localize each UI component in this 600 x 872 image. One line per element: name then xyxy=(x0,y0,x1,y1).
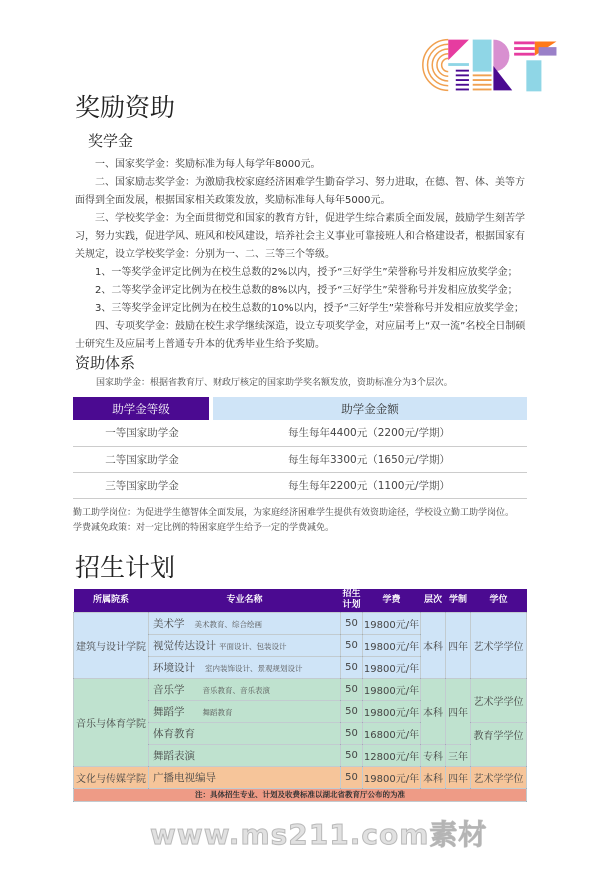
column-header: 学制 xyxy=(446,589,471,612)
aid-level: 二等国家助学金 xyxy=(73,446,211,472)
paragraph: 一、国家奖学金：奖励标准为每人每学年8000元。 xyxy=(95,159,321,170)
major xyxy=(149,744,341,766)
enrollment-table xyxy=(73,589,527,802)
column-header xyxy=(341,589,363,612)
column-header: 专业名称 xyxy=(149,589,341,612)
fee: 19800元/年 xyxy=(363,634,421,656)
major-name: 视觉传达设计 xyxy=(153,639,216,652)
fee: 19800元/年 xyxy=(363,612,421,634)
major-name: 美术学 xyxy=(153,617,185,630)
major-direction: 美术教育、综合绘画 xyxy=(194,619,262,629)
degree: 艺术学学位 xyxy=(471,678,527,722)
table-row xyxy=(74,678,527,700)
fee: 19800元/年 xyxy=(363,766,421,788)
major-direction: 平面设计、包装设计 xyxy=(219,641,287,651)
college: 文化与传媒学院 xyxy=(74,766,149,788)
plan: 50 xyxy=(341,744,363,766)
enrollment-title: 招生计划 xyxy=(75,553,176,582)
major xyxy=(149,722,341,744)
aid-intro: 国家助学金：根据省教育厅、财政厅核定的国家助学奖名额发放，资助标准分为3个层次。 xyxy=(96,378,453,388)
header-line: 计划 xyxy=(342,600,361,611)
degree: 艺术学学位 xyxy=(471,612,527,678)
table-row xyxy=(73,420,527,446)
degree: 教育学学位 xyxy=(471,722,527,766)
plan: 50 xyxy=(341,766,363,788)
college: 建筑与设计学院 xyxy=(74,612,149,678)
degree: 艺术学学位 xyxy=(471,766,527,788)
major xyxy=(149,700,341,722)
major-direction: 舞蹈教育 xyxy=(202,707,233,717)
paragraph: 2、二等奖学金评定比例为在校生总数的8%以内，授予“三好学生”荣誉称号并发相应放奖学金； xyxy=(95,285,518,296)
fee: 19800元/年 xyxy=(363,700,421,722)
paragraph: 3、三等奖学金评定比例为在校生总数的10%以内，授予“三好学生”荣誉称号并发相应放奖学金； xyxy=(95,303,524,314)
plan: 50 xyxy=(341,656,363,678)
major xyxy=(149,766,341,788)
major-name: 音乐学 xyxy=(153,683,185,696)
table-row xyxy=(74,612,527,634)
fee: 12800元/年 xyxy=(363,744,421,766)
awards-title: 奖励资助 xyxy=(75,93,176,122)
level: 本科 xyxy=(421,678,446,744)
table-row xyxy=(73,446,527,472)
major-direction: 室内装饰设计、景观规划设计 xyxy=(205,663,303,673)
fee: 16800元/年 xyxy=(363,722,421,744)
table-header xyxy=(74,589,527,612)
aid-amount: 每生每年4400元（2200元/学期） xyxy=(211,420,527,446)
aid-table xyxy=(73,397,527,499)
level: 本科 xyxy=(421,612,446,678)
scholarship-text xyxy=(75,156,530,354)
aid-amount: 每生每年2200元（1100元/学期） xyxy=(211,472,527,498)
column-header: 所属院系 xyxy=(74,589,149,612)
major-name: 体育教育 xyxy=(153,727,195,740)
plan: 50 xyxy=(341,678,363,700)
plan: 50 xyxy=(341,612,363,634)
header-line: 招生 xyxy=(342,589,361,600)
column-header: 学费 xyxy=(363,589,421,612)
plan: 50 xyxy=(341,700,363,722)
aid-amount: 每生每年3300元（1650元/学期） xyxy=(211,446,527,472)
duration: 四年 xyxy=(446,766,471,788)
column-header: 层次 xyxy=(421,589,446,612)
aid-level: 三等国家助学金 xyxy=(73,472,211,498)
paragraph: 三、学校奖学金：为全面贯彻党和国家的教育方针，促进学生综合素质全面发展，鼓励学生刻苦学习，努力实践，促进学风、班风和校风建设，培养社会主义事业可靠接班人和合格建设者，根据国家有关规定，设立学校奖学金：分别为一、二、三等三个等级。 xyxy=(75,213,525,260)
watermark: www.ms211.com素材 xyxy=(150,818,488,851)
major-direction: 音乐教育、音乐表演 xyxy=(202,685,270,695)
major xyxy=(149,678,341,700)
column-header: 助学金等级 xyxy=(73,397,211,420)
major-name: 舞蹈学 xyxy=(153,705,185,718)
fee: 19800元/年 xyxy=(363,656,421,678)
scholarship-heading: 奖学金 xyxy=(88,132,134,150)
duration: 四年 xyxy=(446,678,471,744)
table-row xyxy=(74,766,527,788)
college: 音乐与体育学院 xyxy=(74,678,149,766)
grt-logo xyxy=(420,30,580,100)
duration: 三年 xyxy=(446,744,471,766)
paragraph: 四、专项奖学金：鼓励在校生求学继续深造，设立专项奖学金，对应届考上“双一流”名校全日制硕士研究生及应届考上普通专升本的优秀毕业生给予奖励。 xyxy=(75,321,526,350)
major-name: 广播电视编导 xyxy=(153,771,216,784)
major xyxy=(149,612,341,634)
paragraph: 1、一等奖学金评定比例为在校生总数的2%以内，授予“三好学生”荣誉称号并发相应放奖学金； xyxy=(95,267,518,278)
plan: 50 xyxy=(341,634,363,656)
major-name: 舞蹈表演 xyxy=(153,749,195,762)
level: 专科 xyxy=(421,744,446,766)
table-row xyxy=(73,472,527,498)
major xyxy=(149,656,341,678)
fee: 19800元/年 xyxy=(363,678,421,700)
aid-level: 一等国家助学金 xyxy=(73,420,211,446)
footnote-row xyxy=(74,788,527,801)
plan: 50 xyxy=(341,722,363,744)
work-study-text: 勤工助学岗位：为促进学生德智体全面发展，为家庭经济困难学生提供有效资助途径，学校设立勤工助学岗位。 xyxy=(73,508,515,518)
column-header: 助学金金额 xyxy=(211,397,527,420)
level: 本科 xyxy=(421,766,446,788)
duration: 四年 xyxy=(446,612,471,678)
aid-heading: 资助体系 xyxy=(75,354,136,372)
major-name: 环境设计 xyxy=(153,661,195,674)
fee-waiver-text: 学费减免政策：对一定比例的特困家庭学生给予一定的学费减免。 xyxy=(73,523,335,533)
paragraph: 二、国家励志奖学金：为激励我校家庭经济困难学生勤奋学习、努力进取，在德、智、体、美等方面得到全面发展，根据国家相关政策发放，奖励标准每人每年5000元。 xyxy=(75,177,525,206)
column-header: 学位 xyxy=(471,589,527,612)
footnote: 注：具体招生专业、计划及收费标准以湖北省教育厅公布的为准 xyxy=(74,788,527,801)
major xyxy=(149,634,341,656)
table-header xyxy=(73,397,527,420)
